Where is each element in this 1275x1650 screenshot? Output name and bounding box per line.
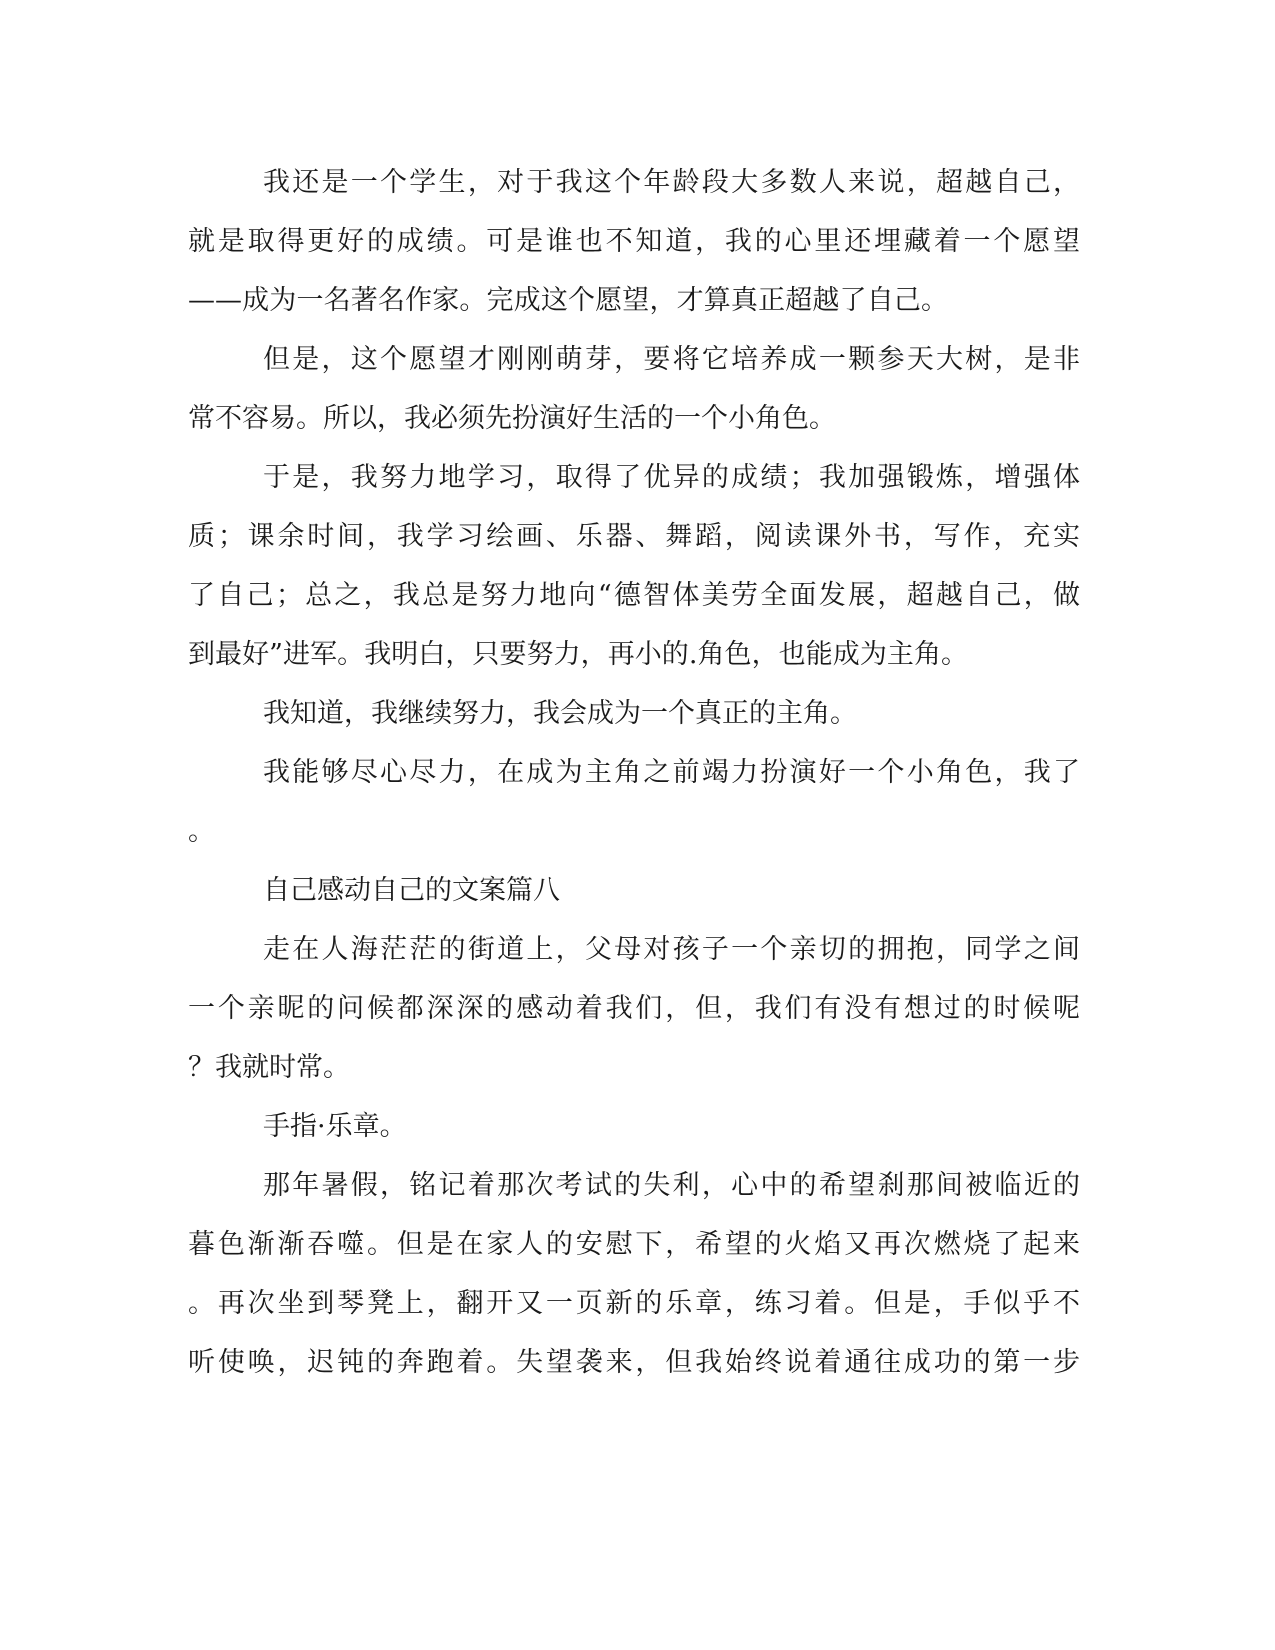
text-line: 暮色渐渐吞噬。但是在家人的安慰下，希望的火焰又再次燃烧了起来 [188, 1229, 1080, 1260]
text-line: 于是，我努力地学习，取得了优异的成绩；我加强锻炼，增强体 [263, 462, 1080, 493]
text-line: 我还是一个学生，对于我这个年龄段大多数人来说，超越自己， [263, 167, 1080, 198]
text-line: 。再次坐到琴凳上，翻开又一页新的乐章，练习着。但是，手似乎不 [188, 1288, 1080, 1319]
text-line: 到最好”进军。我明白，只要努力，再小的.角色，也能成为主角。 [188, 639, 968, 670]
text-line: 手指·乐章。 [263, 1111, 407, 1142]
text-line: ？我就时常。 [188, 1052, 350, 1083]
text-line: 质；课余时间，我学习绘画、乐器、舞蹈，阅读课外书，写作，充实 [188, 521, 1080, 552]
text-line: 听使唤，迟钝的奔跑着。失望袭来，但我始终说着通往成功的第一步 [188, 1347, 1080, 1378]
text-line: 走在人海茫茫的街道上，父母对孩子一个亲切的拥抱，同学之间 [263, 934, 1080, 965]
text-line: 就是取得更好的成绩。可是谁也不知道，我的心里还埋藏着一个愿望 [188, 226, 1080, 257]
text-line: 常不容易。所以，我必须先扮演好生活的一个小角色。 [188, 403, 836, 434]
text-line: 。 [188, 816, 215, 847]
text-line: 了自己；总之，我总是努力地向“德智体美劳全面发展，超越自己，做 [188, 580, 1080, 611]
section-heading: 自己感动自己的文案篇八 [263, 875, 560, 906]
text-line: ——成为一名著名作家。完成这个愿望，才算真正超越了自己。 [188, 285, 948, 316]
text-line: 我能够尽心尽力，在成为主角之前竭力扮演好一个小角色，我了 [263, 757, 1080, 788]
text-line: 那年暑假，铭记着那次考试的失利，心中的希望刹那间被临近的 [263, 1170, 1080, 1201]
text-line: 我知道，我继续努力，我会成为一个真正的主角。 [263, 698, 857, 729]
text-line: 一个亲昵的问候都深深的感动着我们，但，我们有没有想过的时候呢 [188, 993, 1080, 1024]
text-line: 但是，这个愿望才刚刚萌芽，要将它培养成一颗参天大树，是非 [263, 344, 1080, 375]
